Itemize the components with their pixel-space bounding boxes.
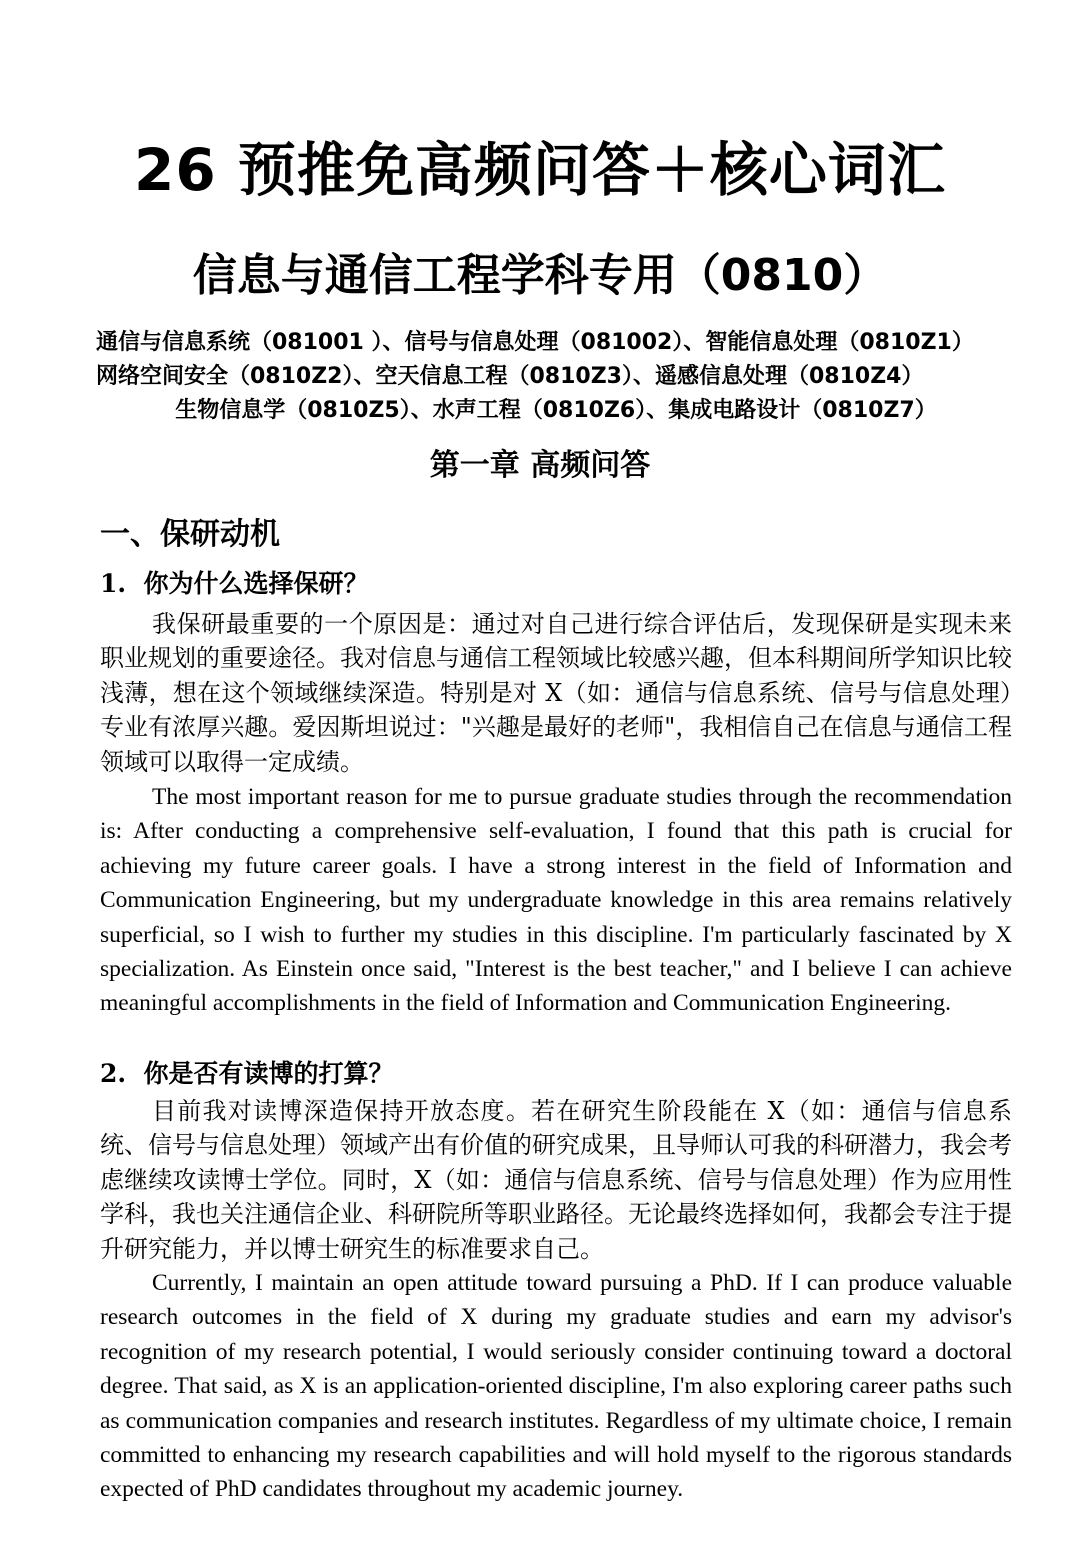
answer-chinese: 我保研最重要的一个原因是：通过对自己进行综合评估后，发现保研是实现未来职业规划的重要途径。我对信息与通信工程领域比较感兴趣，但本科期间所学知识比较浅薄，想在这个领域继续深造。特别是对 X（如：通信与信息系统、信号与信息处理）专业有浓厚兴趣。爱因斯坦说过："兴趣是最好的老师"，我相信自己在信息与通信工程领域可以取得一定成绩。 (100, 610, 1012, 776)
question-number: 2. (100, 1059, 127, 1088)
answer-english: Currently, I maintain an open attitude toward pursuing a PhD. If I can produce valuable research outcomes in the field of X during my graduate studies and earn my advisor's recognition of my research potential, I would seriously consider continuing toward a doctoral degree. That said, as X is an application-oriented discipline, I'm also exploring career paths such as communication companies and research institutes. Regardless of my ultimate choice, I remain committed to enhancing my research capabilities and will hold myself to the rigorous standards expected of PhD candidates throughout my academic journey. (100, 1270, 1012, 1503)
majors-line: 网络空间安全（0810Z2）、空天信息工程（0810Z3）、遥感信息处理（0810Z4） (96, 364, 924, 389)
chapter-heading: 第一章 高频问答 (429, 448, 651, 483)
answer-english: The most important reason for me to pursue graduate studies through the recommendation is: After conducting a comprehensive self-evaluation, I found that this path is crucial for achieving my future career goals. I have a strong interest in the field of Information and Communication Engineering, but my undergraduate knowledge in this area remains relatively superficial, so I wish to further my studies in this discipline. I'm particularly fascinated by X specialization. As Einstein once said, "Interest is the best teacher," and I believe I can achieve meaningful accomplishments in the field of Information and Communication Engineering. (100, 784, 1012, 1017)
answer-chinese: 目前我对读博深造保持开放态度。若在研究生阶段能在 X（如：通信与信息系统、信号与信息处理）领域产出有价值的研究成果，且导师认可我的科研潜力，我会考虑继续攻读博士学位。同时，X（如：通信与信息系统、信号与信息处理）作为应用性学科，我也关注通信企业、科研院所等职业路径。无论最终选择如何，我都会专注于提升研究能力，并以博士研究生的标准要求自己。 (100, 1097, 1012, 1263)
page-subtitle: 信息与通信工程学科专用（0810） (192, 250, 888, 301)
majors-line: 生物信息学（0810Z5）、水声工程（0810Z6）、集成电路设计（0810Z7） (175, 398, 937, 423)
question-text: 你是否有读博的打算？ (143, 1059, 394, 1088)
page-title: 26 预推免高频问答＋核心词汇 (134, 136, 946, 204)
question-text: 你为什么选择保研？ (143, 569, 369, 598)
question-heading (100, 566, 369, 602)
question-heading (100, 1056, 394, 1092)
majors-line: 通信与信息系统（081001 ）、信号与信息处理（081002）、智能信息处理（0810Z1） (96, 330, 974, 355)
section-heading: 一、保研动机 (100, 517, 280, 552)
question-number: 1. (100, 569, 127, 598)
majors-list (96, 326, 1016, 428)
